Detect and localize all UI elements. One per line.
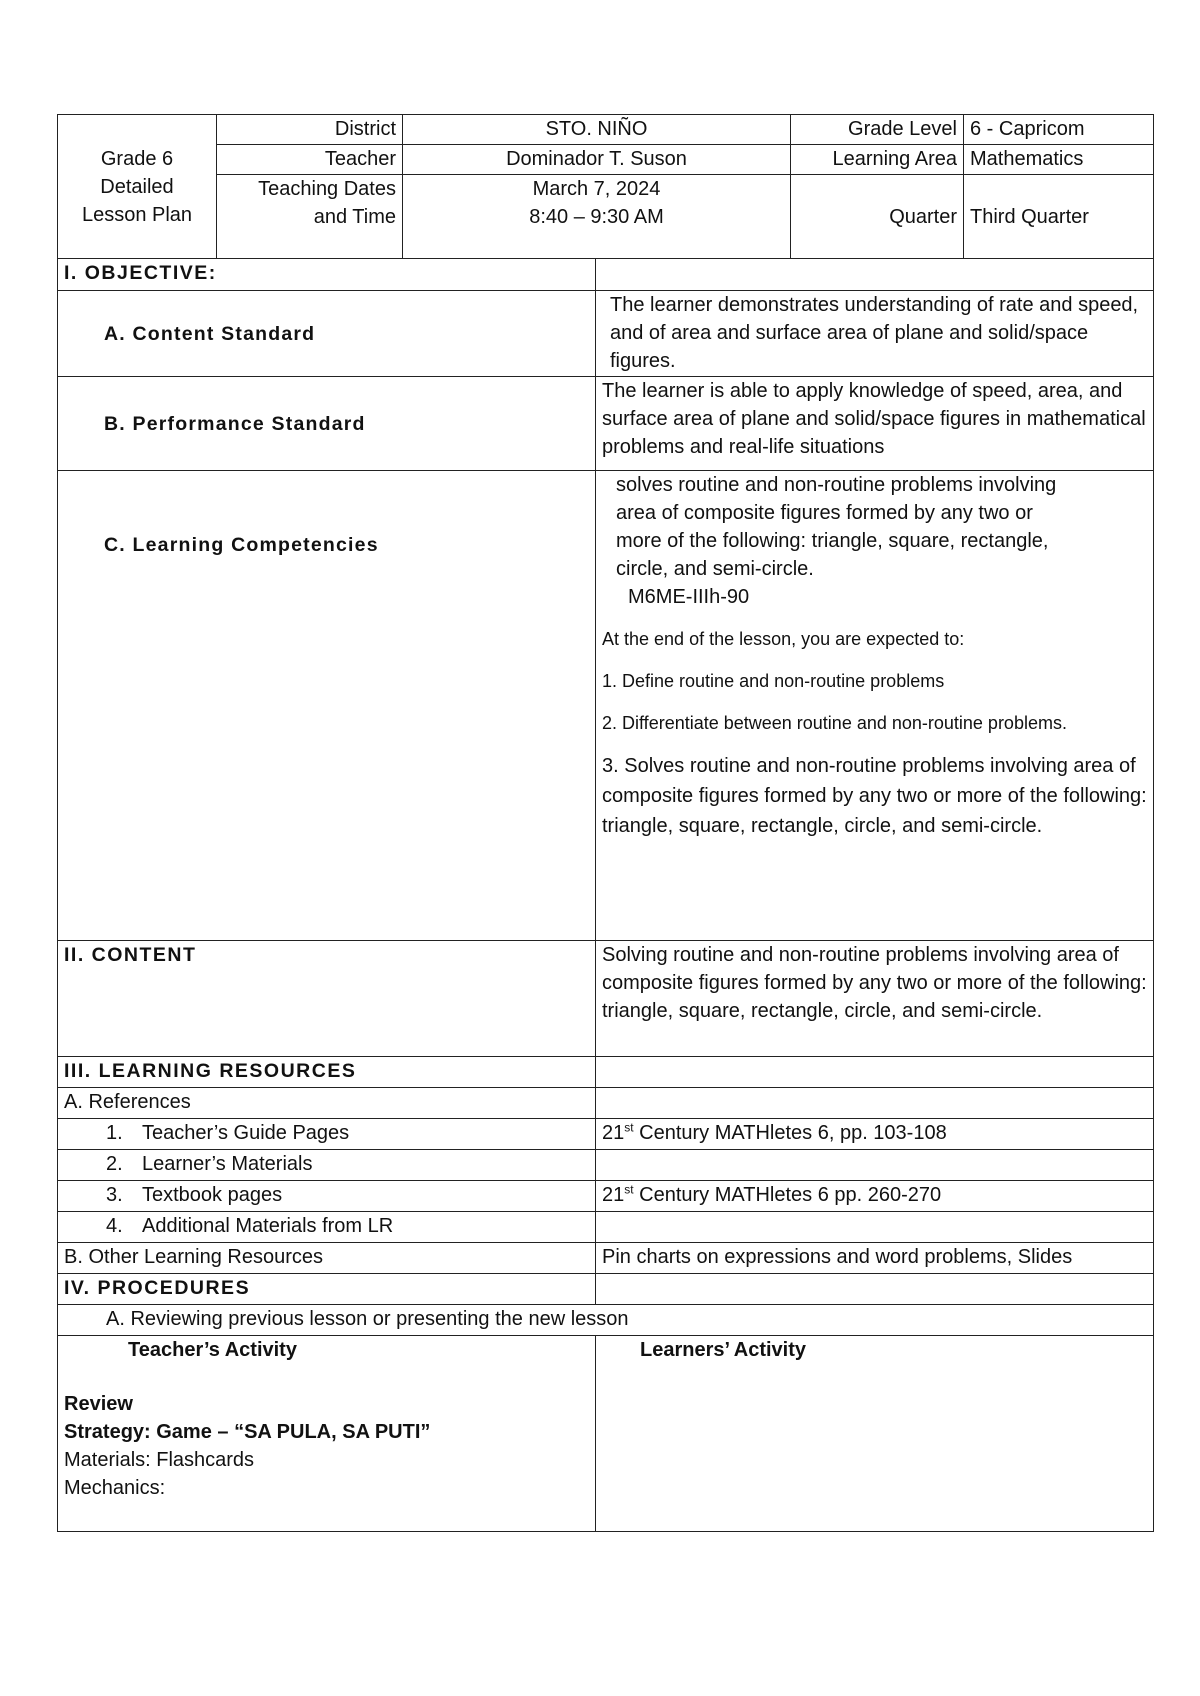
quarter-value: Third Quarter: [964, 175, 1154, 259]
competencies-code: M6ME-IIIh-90: [628, 586, 750, 608]
teaching-dates-value: [403, 175, 791, 259]
learning-competencies-cell: [596, 471, 1154, 941]
quarter-label: Quarter: [791, 175, 964, 259]
resource-item-4: 4. Additional Materials from LR: [58, 1212, 596, 1243]
content-text: Solving routine and non-routine problems involving area of composite figures formed by any two or more of the following: triangle, square, rectangle, circle, and semi-circle.: [596, 941, 1154, 1057]
resource-item-3: 3. Textbook pages: [58, 1181, 596, 1212]
other-resources-label: B. Other Learning Resources: [58, 1243, 596, 1274]
district-value: STO. NIÑO: [403, 115, 791, 145]
references-label: A. References: [58, 1088, 596, 1119]
teaching-time: 8:40 – 9:30 AM: [529, 206, 664, 228]
procedure-step-a: A. Reviewing previous lesson or presenting the new lesson: [58, 1305, 1154, 1336]
resource-value-4: [596, 1212, 1154, 1243]
title-line-1: Grade 6: [100, 147, 174, 170]
resource-label: Additional Materials from LR: [142, 1215, 394, 1237]
review-label: Review: [64, 1393, 133, 1415]
content-standard-label: A. Content Standard: [58, 291, 596, 377]
expected-item-2: 2. Differentiate between routine and non-routine problems.: [602, 713, 1067, 733]
learning-resources-heading: III. LEARNING RESOURCES: [58, 1057, 596, 1088]
resource-value-1: 21st Century MATHletes 6, pp. 103-108: [596, 1119, 1154, 1150]
resource-label: Teacher’s Guide Pages: [142, 1122, 350, 1144]
title-line-3: Lesson Plan: [81, 203, 193, 226]
content-heading: II. CONTENT: [58, 941, 596, 1057]
grade-level-label: Grade Level: [791, 115, 964, 145]
expected-intro: At the end of the lesson, you are expected to:: [602, 629, 965, 649]
references-blank: [596, 1088, 1154, 1119]
mechanics-text: Mechanics:: [64, 1477, 166, 1499]
teacher-activity-label: Teacher’s Activity: [128, 1339, 297, 1361]
objective-heading-blank: [596, 259, 1154, 291]
teacher-activity-cell: [58, 1336, 596, 1532]
teaching-dates-label: [217, 175, 403, 259]
expected-item-3: 3. Solves routine and non-routine problems involving area of composite figures formed by any two or more of the following: triangle, square, rectangle, circle, and semi-circle.: [602, 755, 1147, 837]
procedures-heading: IV. PROCEDURES: [58, 1274, 596, 1305]
resource-label: Textbook pages: [142, 1184, 283, 1206]
learning-competencies-label: C. Learning Competencies: [58, 471, 596, 941]
teacher-value: Dominador T. Suson: [403, 145, 791, 175]
performance-standard-label: B. Performance Standard: [58, 377, 596, 471]
learner-activity-label: Learners’ Activity: [640, 1339, 807, 1361]
title-line-2: Detailed: [100, 175, 174, 198]
resource-value-2: [596, 1150, 1154, 1181]
document-title: [58, 115, 217, 259]
lesson-plan-document: [57, 114, 1153, 1532]
learning-resources-blank: [596, 1057, 1154, 1088]
learning-area-value: Mathematics: [964, 145, 1154, 175]
district-label: District: [217, 115, 403, 145]
learner-activity-cell: [596, 1336, 1154, 1532]
content-standard-text: The learner demonstrates understanding of rate and speed, and of area and surface area of plane and solid/space figures.: [596, 291, 1154, 377]
expected-item-1: 1. Define routine and non-routine problems: [602, 671, 945, 691]
header-table: [57, 114, 1154, 259]
resource-item-1: 1. Teacher’s Guide Pages: [58, 1119, 596, 1150]
resource-value-3: 21st Century MATHletes 6 pp. 260-270: [596, 1181, 1154, 1212]
grade-level-value: 6 - Capricom: [964, 115, 1154, 145]
lesson-body-table: [57, 258, 1154, 1532]
learning-area-label: Learning Area: [791, 145, 964, 175]
teaching-dates-label-line-1: Teaching Dates: [258, 178, 396, 200]
performance-standard-text: The learner is able to apply knowledge of speed, area, and surface area of plane and solid/space figures in mathematical problems and real-life situations: [596, 377, 1154, 471]
objective-heading: I. OBJECTIVE:: [58, 259, 596, 291]
resource-item-2: 2. Learner’s Materials: [58, 1150, 596, 1181]
strategy-text: Strategy: Game – “SA PULA, SA PUTI”: [64, 1421, 431, 1443]
resource-label: Learner’s Materials: [142, 1153, 313, 1175]
other-resources-value: Pin charts on expressions and word problems, Slides: [596, 1243, 1154, 1274]
teacher-label: Teacher: [217, 145, 403, 175]
teaching-date: March 7, 2024: [532, 178, 661, 200]
materials-text: Materials: Flashcards: [64, 1449, 255, 1471]
teaching-dates-label-line-2: and Time: [313, 206, 396, 228]
procedures-blank: [596, 1274, 1154, 1305]
competencies-text: solves routine and non-routine problems involving area of composite figures formed by any two or more of the following: triangle, square, rectangle, circle, and semi-circle.: [616, 474, 1057, 580]
